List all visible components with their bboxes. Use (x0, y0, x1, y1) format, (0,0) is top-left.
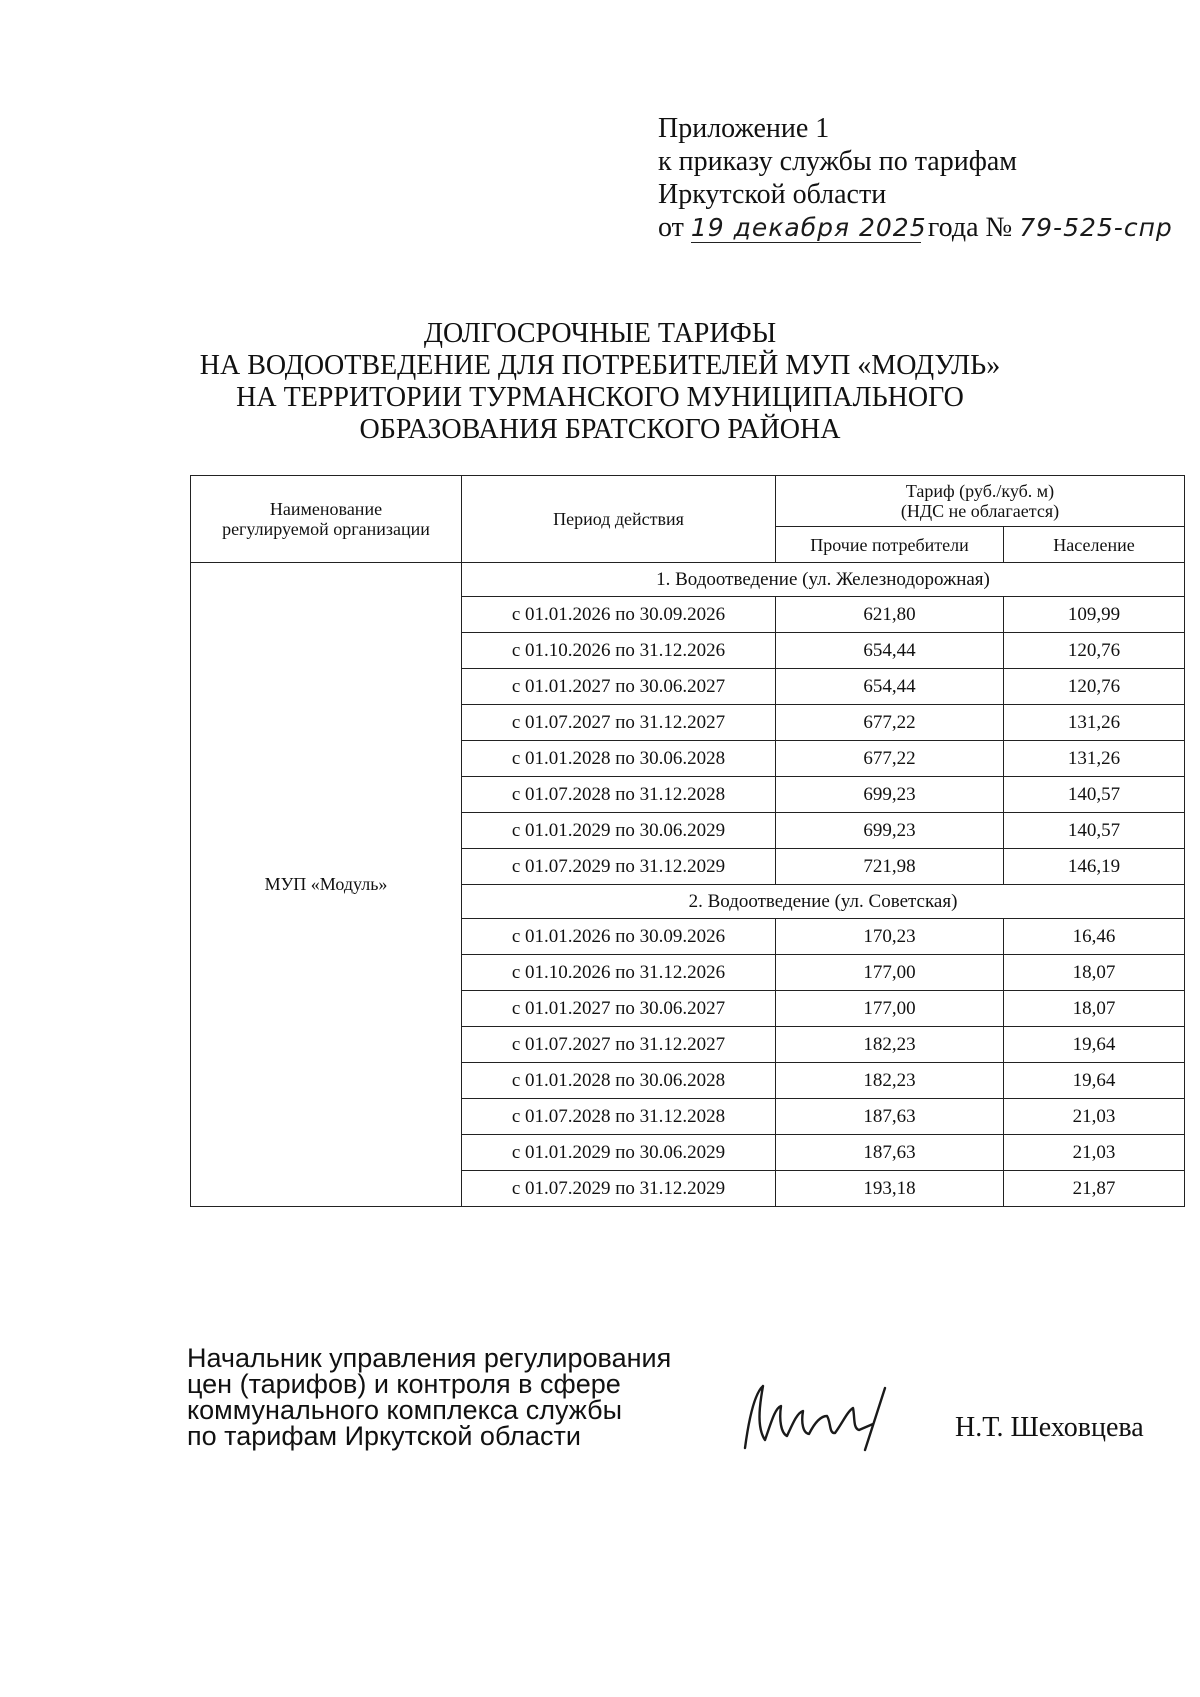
period-cell: с 01.01.2027 по 30.06.2027 (462, 669, 776, 705)
population-tariff-cell: 131,26 (1004, 705, 1185, 741)
population-tariff-cell: 16,46 (1004, 919, 1185, 955)
section-row (191, 563, 1185, 597)
appendix-line-2: к приказу службы по тарифам (658, 146, 1017, 177)
period-cell: с 01.07.2029 по 31.12.2029 (462, 1171, 776, 1207)
handwritten-date: 19 декабря 2025 (690, 213, 927, 242)
appendix-date-line (658, 211, 1173, 244)
population-tariff-cell: 131,26 (1004, 741, 1185, 777)
others-tariff-cell: 654,44 (776, 669, 1004, 705)
population-tariff-cell: 18,07 (1004, 955, 1185, 991)
title-line-4: ОБРАЗОВАНИЯ БРАТСКОГО РАЙОНА (359, 414, 841, 445)
others-tariff-cell: 677,22 (776, 705, 1004, 741)
population-tariff-cell: 146,19 (1004, 849, 1185, 885)
header-org-line-1: Наименование (269, 499, 383, 519)
population-tariff-cell: 21,03 (1004, 1135, 1185, 1171)
population-tariff-cell: 18,07 (1004, 991, 1185, 1027)
organization-name: МУП «Модуль» (191, 563, 462, 1207)
signatory-role (187, 1345, 671, 1449)
header-org-line-2: регулируемой организации (222, 519, 430, 539)
population-tariff-cell: 19,64 (1004, 1027, 1185, 1063)
handwritten-signature (735, 1378, 915, 1458)
period-cell: с 01.01.2029 по 30.06.2029 (462, 1135, 776, 1171)
period-cell: с 01.07.2027 по 31.12.2027 (462, 1027, 776, 1063)
population-tariff-cell: 120,76 (1004, 669, 1185, 705)
population-tariff-cell: 21,03 (1004, 1099, 1185, 1135)
appendix-header (658, 112, 1173, 244)
period-cell: с 01.07.2027 по 31.12.2027 (462, 705, 776, 741)
appendix-line-3: Иркутской области (658, 179, 887, 210)
role-line-2: цен (тарифов) и контроля в сфере (187, 1369, 621, 1399)
header-population: Население (1004, 527, 1185, 563)
period-cell: с 01.01.2028 по 30.06.2028 (462, 1063, 776, 1099)
period-cell: с 01.01.2027 по 30.06.2027 (462, 991, 776, 1027)
period-cell: с 01.07.2028 по 31.12.2028 (462, 1099, 776, 1135)
others-tariff-cell: 721,98 (776, 849, 1004, 885)
others-tariff-cell: 182,23 (776, 1063, 1004, 1099)
period-cell: с 01.01.2028 по 30.06.2028 (462, 741, 776, 777)
others-tariff-cell: 621,80 (776, 597, 1004, 633)
header-others: Прочие потребители (776, 527, 1004, 563)
population-tariff-cell: 19,64 (1004, 1063, 1185, 1099)
role-line-1: Начальник управления регулирования (187, 1343, 672, 1373)
header-tariff (776, 476, 1185, 527)
section-title: 1. Водоотведение (ул. Железнодорожная) (462, 563, 1185, 597)
year-label: года № (927, 212, 1013, 243)
signer-name: Н.Т. Шеховцева (955, 1412, 1144, 1443)
role-line-3: коммунального комплекса службы (187, 1395, 623, 1425)
appendix-line-1: Приложение 1 (658, 113, 830, 144)
tariff-table (190, 475, 1185, 1207)
header-tariff-line-2: (НДС не облагается) (900, 501, 1060, 521)
others-tariff-cell: 177,00 (776, 991, 1004, 1027)
period-cell: с 01.01.2026 по 30.09.2026 (462, 919, 776, 955)
period-cell: с 01.07.2029 по 31.12.2029 (462, 849, 776, 885)
title-line-1: ДОЛГОСРОЧНЫЕ ТАРИФЫ (423, 318, 777, 349)
others-tariff-cell: 182,23 (776, 1027, 1004, 1063)
others-tariff-cell: 699,23 (776, 777, 1004, 813)
population-tariff-cell: 120,76 (1004, 633, 1185, 669)
header-row (191, 476, 1185, 527)
others-tariff-cell: 177,00 (776, 955, 1004, 991)
population-tariff-cell: 21,87 (1004, 1171, 1185, 1207)
others-tariff-cell: 193,18 (776, 1171, 1004, 1207)
document-title (0, 318, 1200, 446)
period-cell: с 01.10.2026 по 31.12.2026 (462, 633, 776, 669)
population-tariff-cell: 140,57 (1004, 777, 1185, 813)
others-tariff-cell: 187,63 (776, 1099, 1004, 1135)
others-tariff-cell: 654,44 (776, 633, 1004, 669)
others-tariff-cell: 187,63 (776, 1135, 1004, 1171)
title-line-3: НА ТЕРРИТОРИИ ТУРМАНСКОГО МУНИЦИПАЛЬНОГО (236, 382, 964, 413)
header-tariff-line-1: Тариф (руб./куб. м) (905, 481, 1055, 501)
title-line-2: НА ВОДООТВЕДЕНИЕ ДЛЯ ПОТРЕБИТЕЛЕЙ МУП «МОДУЛЬ» (199, 350, 1001, 381)
role-line-4: по тарифам Иркутской области (187, 1421, 581, 1451)
header-period: Период действия (462, 476, 776, 563)
section-title: 2. Водоотведение (ул. Советская) (462, 885, 1185, 919)
population-tariff-cell: 140,57 (1004, 813, 1185, 849)
others-tariff-cell: 699,23 (776, 813, 1004, 849)
period-cell: с 01.10.2026 по 31.12.2026 (462, 955, 776, 991)
period-cell: с 01.01.2029 по 30.06.2029 (462, 813, 776, 849)
handwritten-order-number: 79-525-спр (1019, 213, 1173, 242)
date-prefix: от (658, 212, 684, 243)
header-organization (191, 476, 462, 563)
period-cell: с 01.01.2026 по 30.09.2026 (462, 597, 776, 633)
others-tariff-cell: 170,23 (776, 919, 1004, 955)
period-cell: с 01.07.2028 по 31.12.2028 (462, 777, 776, 813)
others-tariff-cell: 677,22 (776, 741, 1004, 777)
population-tariff-cell: 109,99 (1004, 597, 1185, 633)
